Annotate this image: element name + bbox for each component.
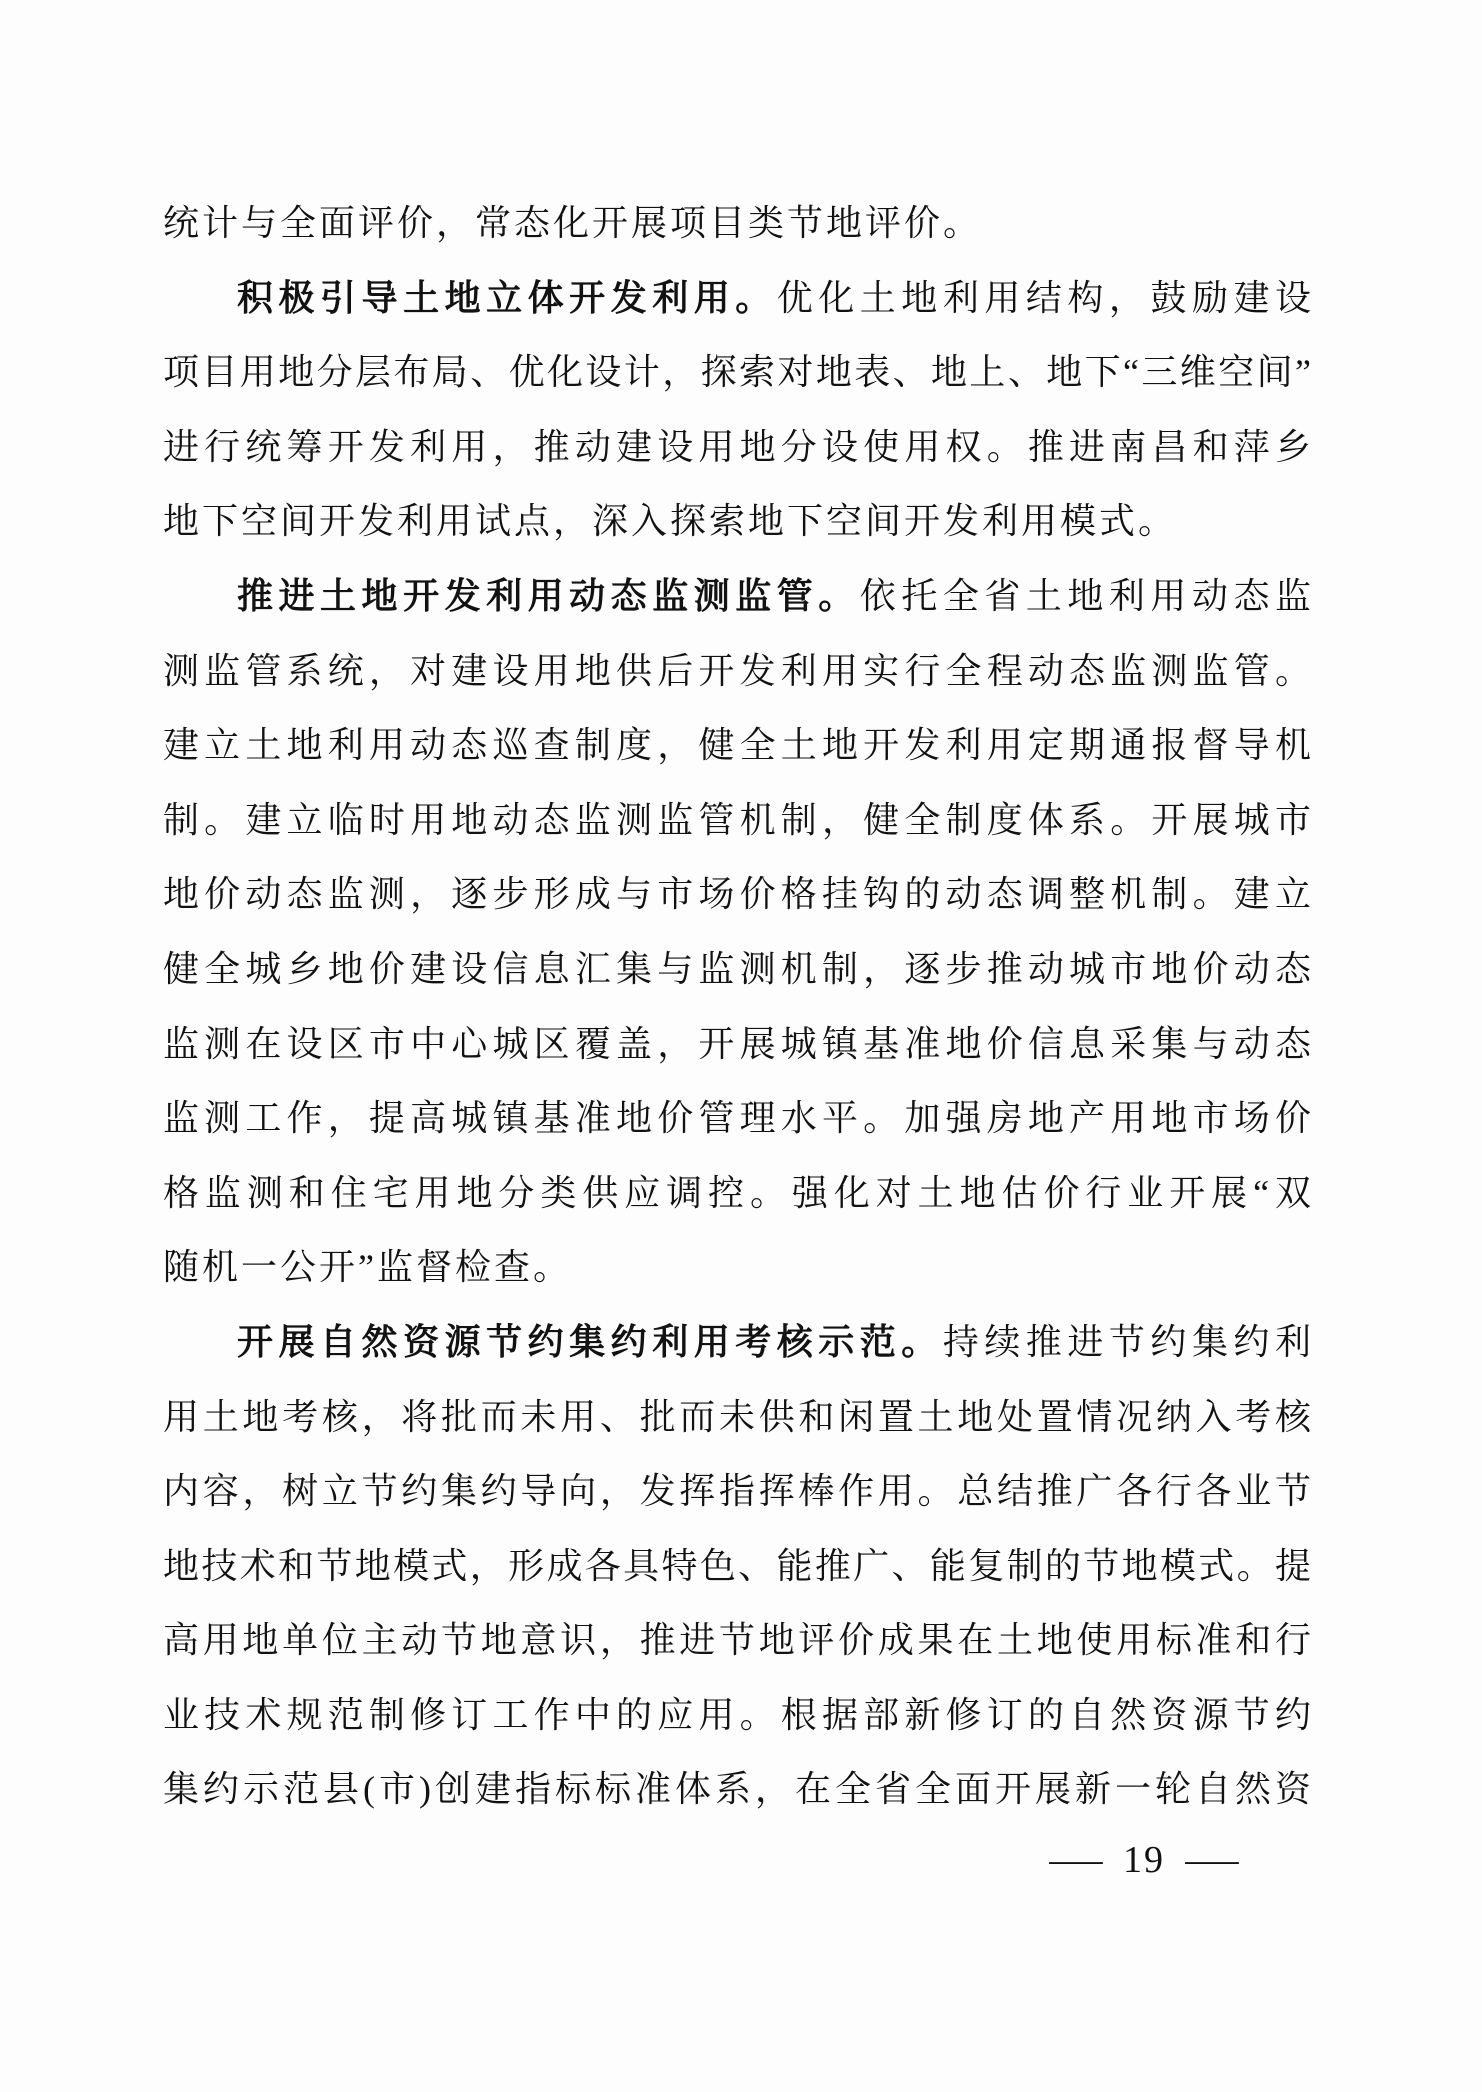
line-text: 业技术规范制修订工作中的应用。根据部新修订的自然资源节约 bbox=[163, 1694, 1311, 1735]
line-text: 测监管系统，对建设用地供后开发利用实行全程动态监测监管。 bbox=[163, 650, 1311, 691]
document-body bbox=[163, 186, 1311, 1827]
line-text: 持续推进节约集约利 bbox=[942, 1321, 1311, 1362]
text-line bbox=[163, 1230, 1311, 1305]
line-text: 用土地考核，将批而未用、批而未供和闲置土地处置情况纳入考核 bbox=[163, 1396, 1311, 1437]
line-text: 监测在设区市中心城区覆盖，开展城镇基准地价信息采集与动态 bbox=[163, 1023, 1311, 1064]
footer-dash-right: — bbox=[1185, 1839, 1239, 1881]
paragraph-lead-bold: 开展自然资源节约集约利用考核示范。 bbox=[237, 1321, 943, 1362]
line-text: 制。建立临时用地动态监测监管机制，健全制度体系。开展城市 bbox=[163, 799, 1311, 840]
text-line bbox=[163, 484, 1311, 559]
text-line bbox=[163, 1305, 1311, 1380]
text-line bbox=[163, 410, 1311, 485]
text-line bbox=[163, 708, 1311, 783]
line-text: 依托全省土地利用动态监 bbox=[859, 575, 1311, 616]
text-line bbox=[163, 1007, 1311, 1082]
line-text: 监测工作，提高城镇基准地价管理水平。加强房地产用地市场价 bbox=[163, 1098, 1311, 1139]
text-line bbox=[163, 1603, 1311, 1678]
text-line bbox=[163, 1678, 1311, 1753]
text-line bbox=[163, 559, 1311, 634]
text-line bbox=[163, 783, 1311, 858]
text-line bbox=[163, 1529, 1311, 1604]
text-line bbox=[163, 634, 1311, 709]
paragraph-lead-bold: 推进土地开发利用动态监测监管。 bbox=[237, 575, 860, 616]
line-text: 优化土地利用结构，鼓励建设 bbox=[776, 277, 1311, 318]
line-text: 地下空间开发利用试点，深入探索地下空间开发利用模式。 bbox=[163, 501, 1178, 542]
text-line bbox=[163, 1752, 1311, 1827]
line-text: 地价动态监测，逐步形成与市场价格挂钩的动态调整机制。建立 bbox=[163, 874, 1311, 915]
text-line bbox=[163, 1454, 1311, 1529]
text-line bbox=[163, 335, 1311, 410]
text-line bbox=[163, 932, 1311, 1007]
line-text: 地技术和节地模式，形成各具特色、能推广、能复制的节地模式。提 bbox=[163, 1545, 1311, 1586]
line-text: 统计与全面评价，常态化开展项目类节地评价。 bbox=[163, 203, 983, 243]
line-text: 建立土地利用动态巡查制度，健全土地开发利用定期通报督导机 bbox=[163, 725, 1311, 766]
text-line bbox=[163, 261, 1311, 336]
text-line bbox=[163, 1081, 1311, 1156]
line-text: 项目用地分层布局、优化设计，探索对地表、地上、地下“三维空间” bbox=[163, 352, 1311, 393]
line-text: 高用地单位主动节地意识，推进节地评价成果在土地使用标准和行 bbox=[163, 1620, 1311, 1661]
line-text: 内容，树立节约集约导向，发挥指挥棒作用。总结推广各行各业节 bbox=[163, 1471, 1311, 1512]
text-line bbox=[163, 1156, 1311, 1231]
line-text: 健全城乡地价建设信息汇集与监测机制，逐步推动城市地价动态 bbox=[163, 948, 1311, 989]
line-text: 随机一公开”监督检查。 bbox=[163, 1247, 572, 1288]
footer-dash-left: — bbox=[1049, 1839, 1103, 1881]
text-line bbox=[163, 857, 1311, 932]
page-footer bbox=[163, 1834, 1311, 1886]
text-line bbox=[163, 1380, 1311, 1455]
text-line bbox=[163, 186, 1311, 261]
line-text: 进行统筹开发利用，推动建设用地分设使用权。推进南昌和萍乡 bbox=[163, 426, 1311, 467]
line-text: 集约示范县(市)创建指标标准体系，在全省全面开展新一轮自然资 bbox=[163, 1769, 1311, 1810]
paragraph-lead-bold: 积极引导土地立体开发利用。 bbox=[237, 277, 777, 318]
page-number: 19 bbox=[1123, 1839, 1165, 1881]
line-text: 格监测和住宅用地分类供应调控。强化对土地估价行业开展“双 bbox=[163, 1172, 1311, 1213]
